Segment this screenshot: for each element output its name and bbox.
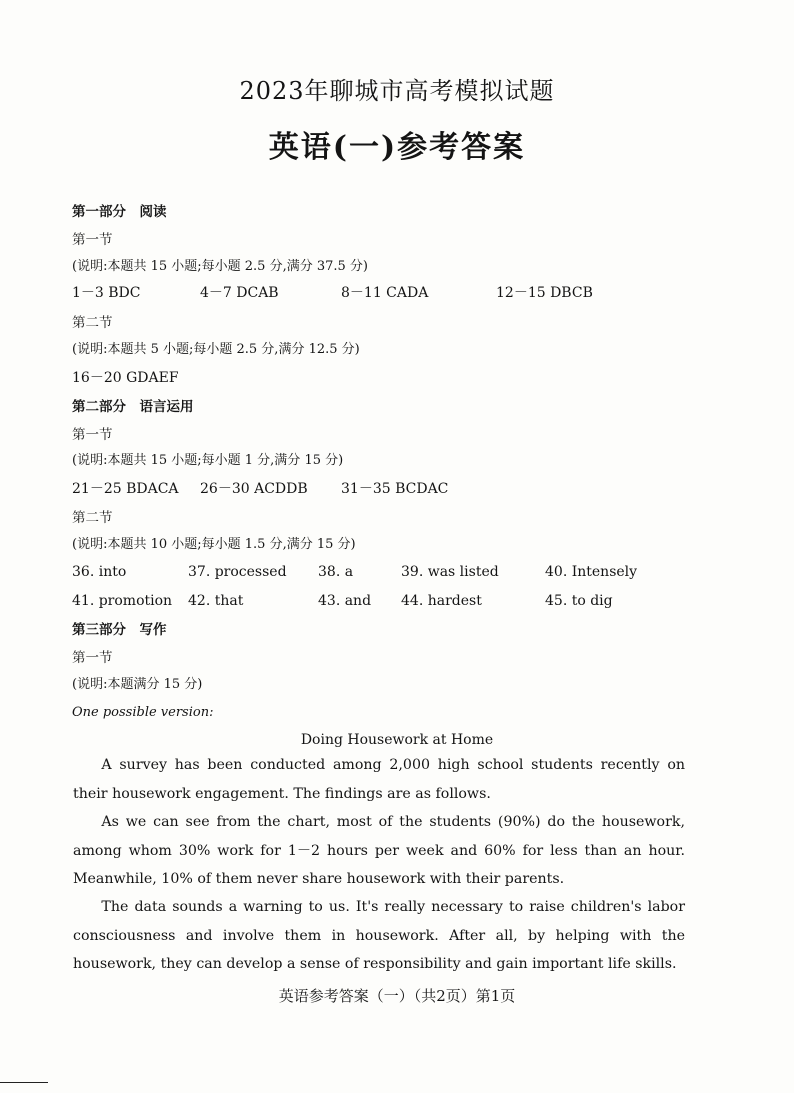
bottom-rule (0, 1082, 48, 1083)
blank-answer: 44. hardest (401, 593, 482, 609)
part2-section1-heading: 第一节 (72, 427, 113, 443)
part1-section1-heading: 第一节 (72, 232, 113, 248)
exam-subtitle: 英语(一)参考答案 (268, 130, 526, 165)
answer-group: 8－11 CADA (341, 285, 429, 301)
part1-section2-heading: 第二节 (72, 315, 113, 331)
answer-group: 1－3 BDC (72, 285, 141, 301)
answer-group: 12－15 DBCB (496, 285, 593, 301)
blank-answer: 42. that (188, 593, 244, 609)
answer-group: 21－25 BDACA (72, 481, 179, 497)
part1-heading: 第一部分 阅读 (72, 204, 167, 220)
page-footer: 英语参考答案（一）（共2页）第1页 (278, 987, 516, 1005)
part2-section2-note: (说明:本题共 10 小题;每小题 1.5 分,满分 15 分) (72, 537, 356, 552)
part1-section1-note: (说明:本题共 15 小题;每小题 2.5 分,满分 37.5 分) (72, 259, 368, 274)
answer-group: 16－20 GDAEF (72, 370, 179, 386)
essay-paragraph: The data sounds a warning to us. It's really necessary to raise children's labor consciousness and involve them in housework. After all, by helping with the housework, they can develop a sense of responsibility and gain important life skills. (73, 899, 685, 972)
blank-answer: 41. promotion (72, 593, 173, 609)
blank-answer: 36. into (72, 564, 127, 580)
part2-section2-heading: 第二节 (72, 510, 113, 526)
essay-title: Doing Housework at Home (300, 732, 494, 748)
part3-section1-note: (说明:本题满分 15 分) (72, 677, 203, 692)
part2-heading: 第二部分 语言运用 (72, 399, 194, 415)
part1-section2-note: (说明:本题共 5 小题;每小题 2.5 分,满分 12.5 分) (72, 342, 360, 357)
version-label: One possible version: (72, 705, 214, 720)
answer-group: 31－35 BCDAC (341, 481, 449, 497)
answer-group: 26－30 ACDDB (200, 481, 308, 497)
part3-section1-heading: 第一节 (72, 650, 113, 666)
essay-paragraph: As we can see from the chart, most of the students (90%) do the housework, among whom 30% work for 1－2 hours per week and 60% for less than an hour. Meanwhile, 10% of them never share housework with their parents. (73, 814, 685, 887)
blank-answer: 37. processed (188, 564, 287, 580)
essay-paragraph: A survey has been conducted among 2,000 high school students recently on their housework engagement. The findings are as follows. (73, 757, 685, 802)
blank-answer: 39. was listed (401, 564, 499, 580)
part3-heading: 第三部分 写作 (72, 622, 167, 638)
answer-group: 4－7 DCAB (200, 285, 279, 301)
blank-answer: 38. a (318, 564, 354, 580)
exam-title: 2023年聊城市高考模拟试题 (239, 77, 555, 105)
part2-section1-note: (说明:本题共 15 小题;每小题 1 分,满分 15 分) (72, 453, 344, 468)
blank-answer: 45. to dig (545, 593, 613, 609)
blank-answer: 43. and (318, 593, 372, 609)
blank-answer: 40. Intensely (545, 564, 638, 580)
